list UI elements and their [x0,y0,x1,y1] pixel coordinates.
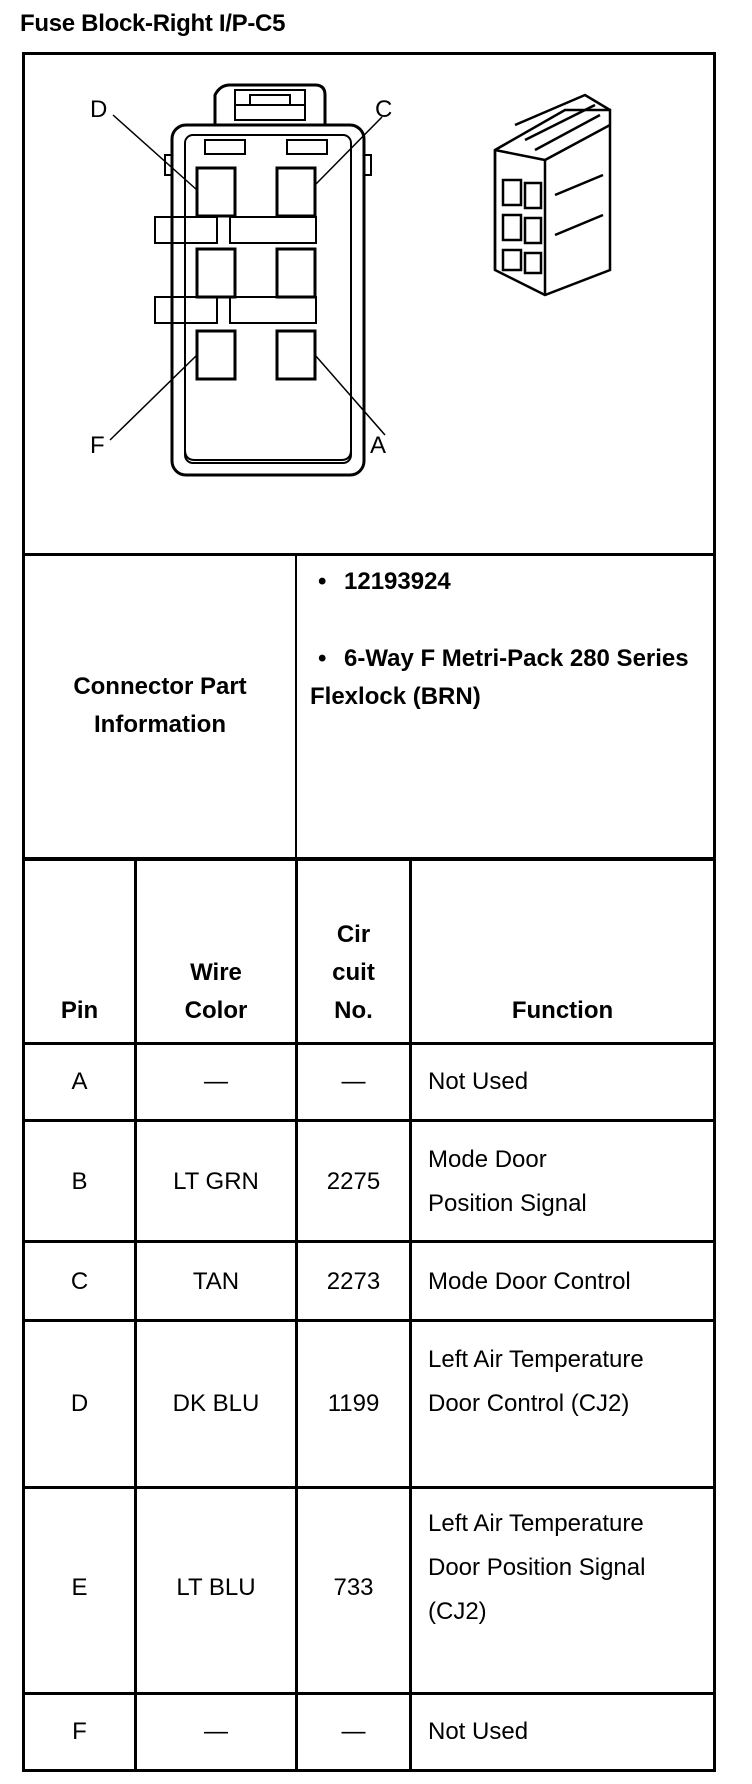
row-c-function: Mode Door Control [428,1268,631,1295]
row-f-wire: — [204,1718,228,1745]
rule-row-c [22,1319,716,1322]
label-a: A [370,432,387,459]
header-pin: Pin [60,997,99,1024]
row-d-circuit: 1199 [327,1390,380,1417]
part-number: 12193924 [344,568,451,595]
page-title: Fuse Block-Right I/P-C5 [20,10,286,37]
label-f: F [90,432,105,459]
row-b-function: Mode Door Position Signal [428,1146,587,1217]
connector-info-label: Connector Part Information [73,673,247,738]
connector-info-item [310,640,710,716]
bullet: • [318,568,327,595]
row-c-pin: C [70,1268,89,1295]
row-f-pin: F [72,1718,87,1745]
row-a-function: Not Used [428,1068,529,1095]
row-d-wire: DK BLU [172,1390,260,1417]
row-e-function: Left Air Temperature Door Position Signal (CJ2) [428,1510,646,1625]
row-f-circuit: — [341,1718,366,1745]
row-a-circuit: — [341,1068,366,1095]
rule-info-bottom [22,857,716,861]
connector-info-list [310,568,710,716]
connector-info-item [310,568,710,596]
row-a-wire: — [204,1068,228,1095]
row-c-circuit: 2273 [326,1268,381,1295]
rule-row-f [22,1769,716,1772]
row-f-function: Not Used [428,1718,529,1745]
header-circuit-no: Cir cuit No. [332,921,375,1024]
connector-diagram [25,55,713,553]
rule-header-bottom [22,1042,716,1045]
row-e-wire: LT BLU [176,1574,256,1601]
row-b-wire: LT GRN [173,1168,259,1195]
label-d: D [90,96,108,123]
rule-diagram-bottom [22,553,716,556]
row-a-pin: A [71,1068,88,1095]
row-b-pin: B [71,1168,88,1195]
label-c: C [375,96,393,123]
row-e-circuit: 733 [333,1574,374,1601]
row-d-pin: D [70,1390,89,1417]
rule-info-divider [295,553,297,861]
rule-row-d [22,1486,716,1489]
connector-description: 6-Way F Metri-Pack 280 Series Flexlock (BRN) [310,645,689,710]
row-c-wire: TAN [192,1268,240,1295]
row-d-function: Left Air Temperature Door Control (CJ2) [428,1346,644,1417]
header-function: Function [511,997,614,1024]
rule-row-e [22,1692,716,1695]
row-e-pin: E [71,1574,88,1601]
header-wire-color: Wire Color [184,959,248,1024]
bullet: • [318,645,327,672]
rule-row-b [22,1240,716,1243]
rule-row-a [22,1119,716,1122]
row-b-circuit: 2275 [326,1168,381,1195]
